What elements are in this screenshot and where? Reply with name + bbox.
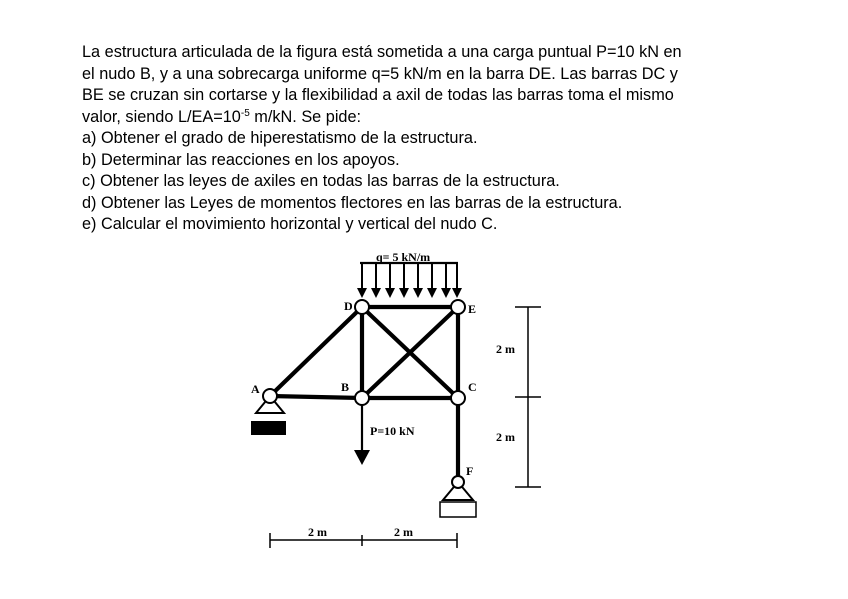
bar-AB — [270, 396, 362, 398]
load-arrows — [362, 263, 457, 290]
node-B — [355, 391, 369, 405]
horizontal-dimension — [270, 533, 457, 548]
question-d: d) Obtener las Leyes de momentos flectores en las barras de la estructura. — [82, 193, 623, 212]
point-load-arrowhead — [354, 450, 370, 465]
distributed-load-label: q= 5 kN/m — [376, 250, 431, 264]
node-label-C: C — [468, 380, 477, 394]
vertical-dimension — [515, 307, 541, 487]
statement-line: La estructura articulada de la figura está sometida a una carga puntual P=10 kN en — [82, 43, 682, 61]
arrowhead — [441, 288, 451, 298]
statement-text: m/kN. Se pide: — [249, 107, 362, 126]
node-F — [452, 476, 464, 488]
arrowhead — [399, 288, 409, 298]
arrowhead — [385, 288, 395, 298]
statement-line: BE se cruzan sin cortarse y la flexibilidad a axil de todas las barras toma el mismo — [82, 86, 674, 104]
arrowhead — [371, 288, 381, 298]
statement-text: valor, siendo L/EA=10 — [82, 107, 241, 126]
arrowhead — [357, 288, 367, 298]
support-base — [440, 502, 476, 517]
dimension-label-top: 2 m — [496, 342, 515, 356]
statement-line: el nudo B, y a una sobrecarga uniforme q=5 kN/m en la barra DE. Las barras DC y — [82, 64, 678, 83]
question-a: a) Obtener el grado de hiperestatismo de la estructura. — [82, 129, 478, 147]
node-label-D: D — [344, 299, 353, 313]
load-arrowheads — [357, 288, 462, 298]
node-label-B: B — [341, 380, 350, 394]
arrowhead — [413, 288, 423, 298]
arrowhead — [452, 288, 462, 298]
arrowhead — [427, 288, 437, 298]
node-label-F: F — [466, 464, 474, 478]
point-load-label: P=10 kN — [370, 424, 415, 438]
node-label-A: A — [251, 382, 260, 396]
support-base — [251, 421, 286, 435]
question-e: e) Calcular el movimiento horizontal y vertical del nudo C. — [82, 215, 498, 233]
node-A — [263, 389, 277, 403]
question-c: c) Obtener las leyes de axiles en todas las barras de la estructura. — [82, 172, 560, 190]
dimension-label-left: 2 m — [308, 525, 327, 539]
dimension-label-right: 2 m — [394, 525, 413, 539]
node-C — [451, 391, 465, 405]
question-b: b) Determinar las reacciones en los apoyos. — [82, 150, 400, 169]
node-D — [355, 300, 369, 314]
node-label-E: E — [468, 302, 477, 316]
point-load — [354, 405, 415, 465]
dimension-label-bottom: 2 m — [496, 430, 515, 444]
node-E — [451, 300, 465, 314]
exponent: -5 — [240, 107, 250, 119]
distributed-load — [357, 250, 462, 298]
